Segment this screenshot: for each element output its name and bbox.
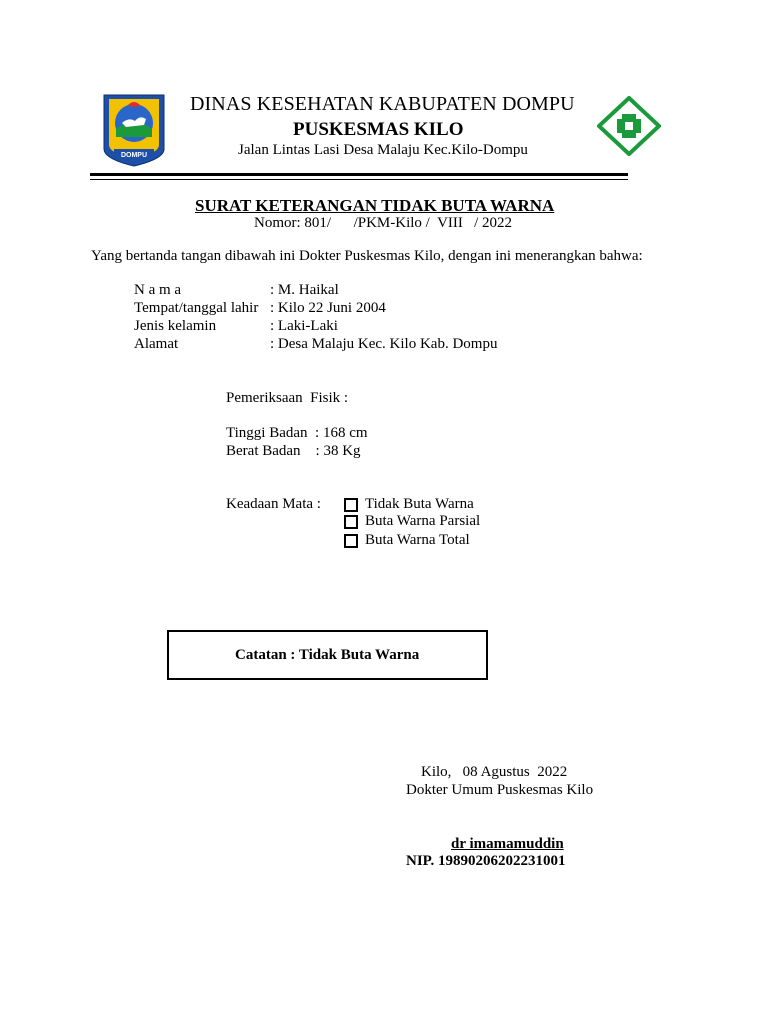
identity-label-gender: Jenis kelamin	[134, 318, 217, 334]
identity-value-birth: : Kilo 22 Juni 2004	[270, 300, 386, 316]
identity-label-name: N a m a	[134, 282, 182, 298]
option-tidak-buta-warna: Tidak Buta Warna	[365, 496, 474, 512]
checkbox-buta-warna-total[interactable]	[344, 534, 358, 548]
identity-value-name: : M. Haikal	[270, 282, 339, 298]
eye-condition-label: Keadaan Mata :	[226, 496, 321, 512]
signature-nip: NIP. 19890206202231001	[406, 853, 566, 869]
header-rule-thick	[90, 173, 628, 176]
option-buta-warna-total: Buta Warna Total	[365, 532, 470, 548]
identity-value-gender: : Laki-Laki	[270, 318, 338, 334]
document-number: Nomor: 801/ /PKM-Kilo / VIII / 2022	[254, 215, 513, 231]
emblem-caption: DOMPU	[120, 152, 148, 159]
identity-label-address: Alamat	[134, 336, 179, 352]
exam-height: Tinggi Badan : 168 cm	[226, 425, 368, 441]
signature-doctor-name: dr imamamuddin	[451, 836, 564, 852]
document-title: SURAT KETERANGAN TIDAK BUTA WARNA	[195, 196, 555, 215]
intro-paragraph: Yang bertanda tangan dibawah ini Dokter Puskesmas Kilo, dengan ini menerangkan bahwa:	[91, 248, 643, 264]
identity-label-birth: Tempat/tanggal lahir	[134, 300, 259, 316]
facility-name: PUSKESMAS KILO	[293, 119, 464, 140]
option-buta-warna-parsial: Buta Warna Parsial	[365, 513, 481, 529]
header-rule-thin	[90, 179, 628, 180]
checkbox-buta-warna-parsial[interactable]	[344, 515, 358, 529]
signature-place-date: Kilo, 08 Agustus 2022	[421, 764, 568, 780]
facility-address: Jalan Lintas Lasi Desa Malaju Kec.Kilo-Dompu	[238, 142, 528, 158]
note-box	[167, 630, 488, 680]
exam-weight: Berat Badan : 38 Kg	[226, 443, 361, 459]
signature-position: Dokter Umum Puskesmas Kilo	[406, 782, 594, 798]
identity-value-address: : Desa Malaju Kec. Kilo Kab. Dompu	[270, 336, 498, 352]
agency-name: DINAS KESEHATAN KABUPATEN DOMPU	[190, 93, 575, 115]
checkbox-tidak-buta-warna[interactable]	[344, 498, 358, 512]
note-text: Catatan : Tidak Buta Warna	[235, 647, 420, 663]
dompu-regency-emblem	[102, 93, 166, 168]
exam-heading: Pemeriksaan Fisik :	[226, 390, 349, 406]
puskesmas-logo	[597, 96, 661, 156]
